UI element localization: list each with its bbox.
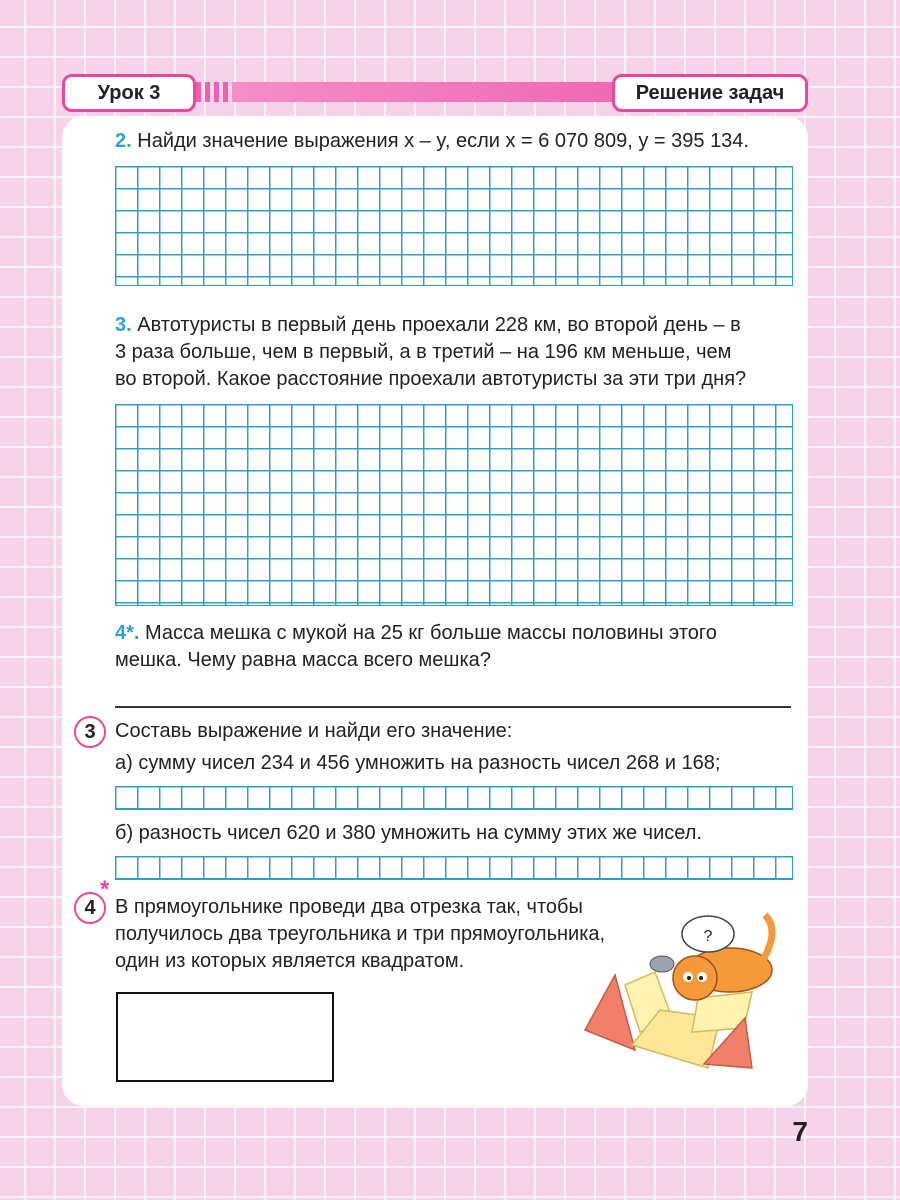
exercise-3-part-a: а) сумму чисел 234 и 456 умножить на разность чисел 268 и 168; xyxy=(115,752,721,774)
task-number: 2. xyxy=(115,130,132,152)
cat-head xyxy=(673,956,717,1000)
task-number: 4*. xyxy=(115,622,140,644)
answer-line[interactable] xyxy=(115,706,791,708)
task-text-line: во второй. Какое расстояние проехали автотуристы за эти три дня? xyxy=(115,368,747,390)
task-text-line: Автотуристы в первый день проехали 228 км, во второй день – в xyxy=(137,314,741,336)
topic-label: Решение задач xyxy=(612,74,808,112)
exercise-text-line: В прямоугольнике проведи два отрезка так, чтобы xyxy=(115,896,583,918)
answer-grid-task-3[interactable] xyxy=(115,404,793,606)
exercise-4-text xyxy=(115,894,645,975)
lesson-label: Урок 3 xyxy=(62,74,196,112)
cat-illustration-icon xyxy=(580,900,785,1070)
page-number: 7 xyxy=(792,1116,808,1147)
answer-grid-part-b[interactable] xyxy=(115,856,793,880)
task-text-line: 3 раза больше, чем в первый, а в третий – на 196 км меньше, чем xyxy=(115,341,732,363)
answer-grid-part-a[interactable] xyxy=(115,786,793,810)
mouse-icon xyxy=(650,956,674,972)
header-stripes xyxy=(196,82,232,102)
exercise-3-text: Составь выражение и найди его значение: xyxy=(115,720,513,742)
exercise-number-badge: 4 xyxy=(74,892,106,924)
cat-tail xyxy=(763,915,772,960)
exercise-text-line: один из которых является квадратом. xyxy=(115,950,465,972)
task-2 xyxy=(115,128,749,155)
task-number: 3. xyxy=(115,314,132,336)
drawing-rectangle[interactable] xyxy=(116,992,334,1082)
exercise-text-line: получилось два треугольника и три прямоугольника, xyxy=(115,923,606,945)
star-icon: * xyxy=(100,876,110,903)
task-text-line: мешка. Чему равна масса всего мешка? xyxy=(115,649,491,671)
task-text-line: Масса мешка с мукой на 25 кг больше массы половины этого xyxy=(145,622,717,644)
task-4 xyxy=(115,620,805,674)
task-3 xyxy=(115,312,805,393)
thought-bubble-text: ? xyxy=(703,928,713,945)
exercise-3-part-b: б) разность чисел 620 и 380 умножить на сумму этих же чисел. xyxy=(115,822,702,844)
task-text: Найди значение выражения x – y, если x = 6 070 809, y = 395 134. xyxy=(137,130,749,152)
answer-grid-task-2[interactable] xyxy=(115,166,793,286)
exercise-number-badge: 3 xyxy=(74,716,106,748)
